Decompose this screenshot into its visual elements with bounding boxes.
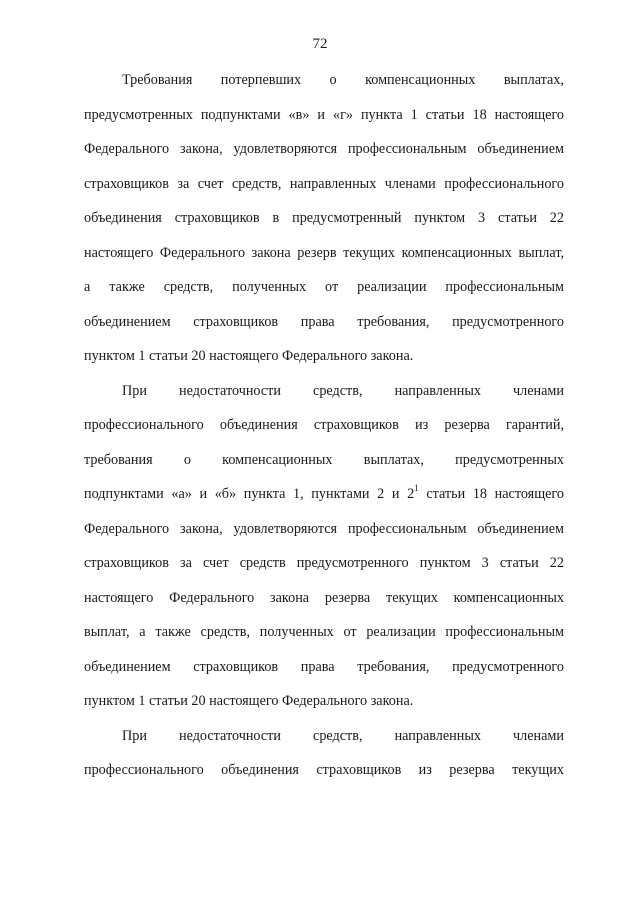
text-line-content: При недостаточности средств, направленных членами [122,382,564,399]
text-line-content: Федерального закона, удовлетворяются профессиональным объединением [84,520,564,537]
text-line [84,726,564,761]
paragraph [84,381,564,726]
text-line [84,760,564,795]
text-line [84,553,564,588]
text-line-continuation: статьи 18 настоящего [418,486,564,502]
text-line [84,70,564,105]
text-line [84,484,564,519]
text-line [84,622,564,657]
paragraph [84,726,564,795]
text-line [84,105,564,140]
text-line-content: Требования потерпевших о компенсационных выплатах, [122,72,564,88]
text-line-content: объединением страховщиков права требования, предусмотренного [84,313,564,330]
text-line [84,243,564,278]
text-line-content: настоящего Федерального закона резерв текущих компенсационных выплат, [84,244,564,261]
text-line-content: подпунктами «а» и «б» пункта 1, пунктами 2 и 2 [84,486,415,502]
text-line-content: требования о компенсационных выплатах, предусмотренных [84,451,564,468]
text-line [84,139,564,174]
text-line [84,208,564,243]
text-line-content: а также средств, полученных от реализации профессиональным [84,279,564,295]
text-line [84,657,564,692]
text-line [84,415,564,450]
text-line [84,450,564,485]
text-line-content: профессионального объединения страховщиков из резерва текущих [84,762,564,778]
text-line-content: страховщиков за счет средств, направленных членами профессионального [84,175,564,192]
text-line-content: предусмотренных подпунктами «в» и «г» пункта 1 статьи 18 настоящего [84,106,564,123]
text-line [84,519,564,554]
text-line [84,312,564,347]
text-line [84,691,564,726]
superscript: 1 [414,483,419,494]
text-line-content: объединением страховщиков права требования, предусмотренного [84,658,564,675]
document-body [84,70,564,795]
text-line [84,381,564,416]
text-line [84,346,564,381]
text-line [84,174,564,209]
paragraph [84,70,564,381]
text-line-content: объединения страховщиков в предусмотренный пунктом 3 статьи 22 [84,210,564,226]
page-number: 72 [312,36,328,52]
text-line-content: настоящего Федерального закона резерва текущих компенсационных [84,589,564,606]
text-line-content: При недостаточности средств, направленных членами [122,727,564,744]
text-line-content: пунктом 1 статьи 20 настоящего Федерального закона. [84,693,414,709]
text-line-content: Федерального закона, удовлетворяются профессиональным объединением [84,141,564,157]
text-line-content: профессионального объединения страховщиков из резерва гарантий, [84,417,564,433]
text-line [84,588,564,623]
text-line-content: пунктом 1 статьи 20 настоящего Федерального закона. [84,348,414,364]
text-line-content: страховщиков за счет средств предусмотренного пунктом 3 статьи 22 [84,555,564,571]
text-line [84,277,564,312]
text-line-content: выплат, а также средств, полученных от реализации профессиональным [84,624,564,640]
